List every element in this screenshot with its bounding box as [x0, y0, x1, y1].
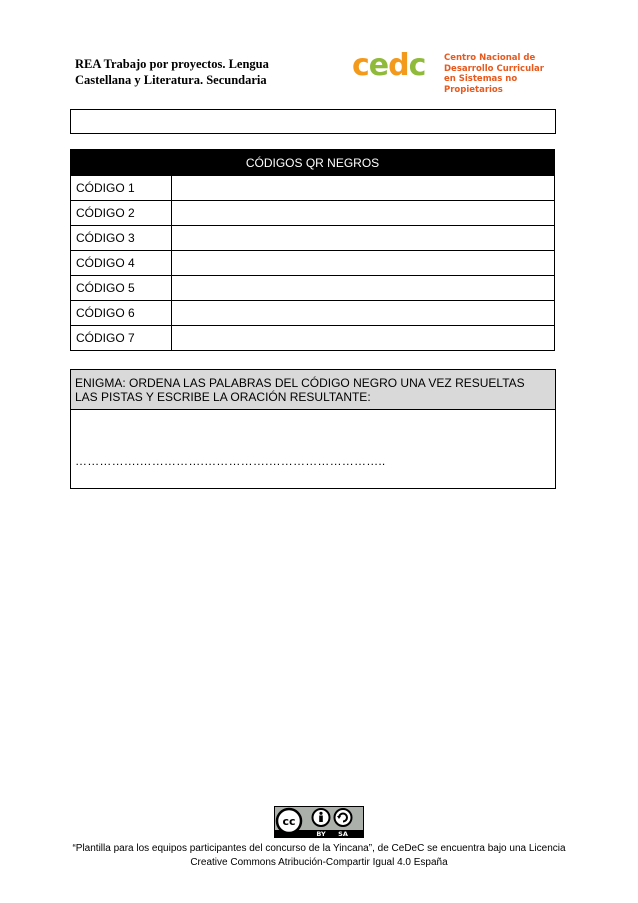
code-value-cell[interactable] — [172, 326, 555, 351]
code-label: CÓDIGO 5 — [71, 276, 172, 301]
sa-text: SA — [338, 830, 348, 838]
logo-letter: c — [352, 48, 369, 83]
document-title: REA Trabajo por proyectos. Lengua Castellana y Literatura. Secundaria — [75, 57, 269, 87]
logo-caption-line: en Sistemas no Propietarios — [444, 74, 518, 95]
table-row — [71, 251, 555, 276]
code-label: CÓDIGO 2 — [71, 201, 172, 226]
table-row — [71, 226, 555, 251]
table-header-row — [71, 150, 555, 176]
code-label: CÓDIGO 1 — [71, 176, 172, 201]
license-line: Creative Commons Atribución-Compartir Igual 4.0 España — [190, 857, 448, 868]
code-value-cell[interactable] — [172, 226, 555, 251]
code-label: CÓDIGO 6 — [71, 301, 172, 326]
code-value-cell[interactable] — [172, 176, 555, 201]
table-row — [71, 276, 555, 301]
logo-letter: d — [388, 48, 409, 83]
by-text: BY — [316, 830, 326, 838]
logo-letter: e — [368, 48, 389, 83]
code-label: CÓDIGO 4 — [71, 251, 172, 276]
table-header: CÓDIGOS QR NEGROS — [71, 150, 555, 176]
license-line: “Plantilla para los equipos participantes del concurso de la Yincana”, de CeDeC se encuentra bajo una Licencia — [72, 843, 566, 854]
cedec-logo — [352, 48, 562, 95]
logo-wordmark — [352, 49, 425, 83]
code-label: CÓDIGO 3 — [71, 226, 172, 251]
logo-caption — [444, 53, 562, 95]
cc-text: cc — [282, 815, 296, 828]
enigma-instruction: ENIGMA: ORDENA LAS PALABRAS DEL CÓDIGO NEGRO UNA VEZ RESUELTAS LAS PISTAS Y ESCRIBE LA ORACIÓN RESULTANTE: — [71, 370, 555, 410]
code-value-cell[interactable] — [172, 276, 555, 301]
code-value-cell[interactable] — [172, 201, 555, 226]
enigma-box — [70, 369, 556, 489]
qr-codes-table — [70, 149, 555, 351]
team-name-field[interactable] — [70, 109, 556, 134]
table-row — [71, 301, 555, 326]
cc-by-sa-badge-icon — [274, 806, 364, 838]
table-row — [71, 176, 555, 201]
logo-caption-line: Centro Nacional de — [444, 53, 536, 63]
table-row — [71, 326, 555, 351]
logo-letter: c — [408, 48, 426, 83]
table-row — [71, 201, 555, 226]
license-footer — [60, 842, 578, 870]
code-value-cell[interactable] — [172, 301, 555, 326]
enigma-answer-line[interactable]: …………….…………….…………….……………………….. — [75, 454, 386, 468]
code-value-cell[interactable] — [172, 251, 555, 276]
logo-caption-line: Desarrollo Curricular — [444, 63, 544, 74]
code-label: CÓDIGO 7 — [71, 326, 172, 351]
